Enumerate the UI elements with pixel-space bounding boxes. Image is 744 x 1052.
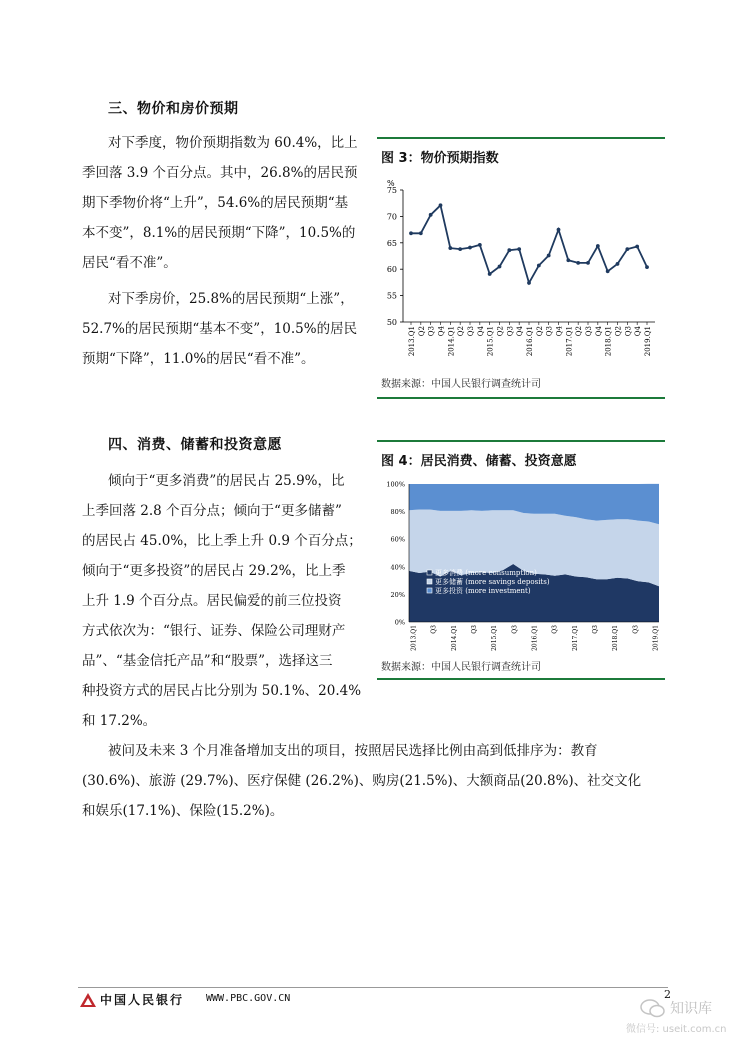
- data-point: [557, 228, 561, 232]
- x-tick-label: Q2: [417, 326, 426, 337]
- x-tick-label: Q3: [592, 625, 599, 634]
- y-axis-unit: %: [387, 179, 395, 188]
- legend-swatch: [427, 570, 432, 575]
- data-point: [606, 269, 610, 273]
- x-tick-label: 2017.Q1: [565, 326, 574, 357]
- text-line: 品”、“基金信托产品”和“股票”，选择这三: [82, 653, 333, 669]
- data-point: [527, 281, 531, 285]
- data-point: [566, 258, 570, 262]
- footer-divider: [78, 987, 668, 988]
- data-point: [625, 247, 629, 251]
- y-tick-label: 40%: [390, 563, 405, 572]
- data-point: [616, 262, 620, 266]
- data-point: [645, 265, 649, 269]
- footer-url[interactable]: WWW.PBC.GOV.CN: [206, 993, 291, 1004]
- text-line: (30.6%)、旅游 (29.7%)、医疗保健 (26.2%)、购房(21.5%)、大额商品(20.8%)、社交文化: [82, 773, 642, 789]
- x-tick-label: Q3: [585, 326, 593, 337]
- text-line: 对下季房价，25.8%的居民预期“上涨”，: [108, 291, 354, 307]
- x-tick-label: 2016.Q1: [531, 625, 539, 651]
- text-line: 方式依次为：“银行、证券、保险公司理财产: [82, 623, 346, 639]
- x-tick-label: 2013.Q1: [408, 326, 416, 357]
- x-tick-label: Q2: [614, 326, 623, 337]
- x-tick-label: Q3: [545, 326, 554, 337]
- text-line: 预期“下降”，11.0%的居民“看不准”。: [82, 351, 315, 367]
- x-tick-label: Q3: [430, 625, 438, 634]
- data-point: [458, 247, 462, 251]
- legend-swatch: [427, 579, 432, 584]
- x-tick-label: 2019.Q1: [652, 625, 660, 651]
- legend-label: 更多消费 (more consumption): [435, 569, 537, 577]
- figure4-title: 图 4：居民消费、储蓄、投资意愿: [381, 454, 577, 469]
- y-tick-label: 20%: [390, 590, 405, 599]
- x-tick-label: Q3: [506, 326, 515, 337]
- y-tick-label: 70: [386, 212, 397, 222]
- data-point: [576, 261, 580, 265]
- x-tick-label: 2018.Q1: [604, 326, 613, 357]
- closing-paragraph: [82, 736, 668, 826]
- watermark: [640, 998, 712, 1018]
- y-tick-label: 50: [386, 318, 397, 327]
- section3-heading: 三、物价和房价预期: [108, 101, 239, 117]
- text-line: 的居民占 45.0%，比上季上升 0.9 个百分点；: [82, 533, 362, 549]
- x-tick-label: 2017.Q1: [571, 625, 579, 651]
- data-point: [478, 243, 482, 247]
- x-tick-label: Q3: [551, 625, 559, 634]
- section4-paragraph: [82, 466, 374, 736]
- data-point: [498, 265, 502, 269]
- x-tick-label: Q4: [516, 326, 525, 337]
- data-point: [488, 272, 492, 276]
- y-tick-label: 0%: [394, 618, 405, 627]
- data-point: [547, 254, 551, 258]
- x-tick-label: Q3: [471, 625, 478, 634]
- data-point: [419, 231, 423, 235]
- x-tick-label: 2015.Q1: [491, 625, 499, 651]
- x-tick-label: Q3: [511, 625, 519, 634]
- data-point: [448, 246, 452, 250]
- x-tick-label: Q3: [624, 326, 633, 337]
- x-tick-label: Q3: [467, 326, 475, 337]
- text-line: 上升 1.9 个百分点。居民偏爱的前三位投资: [82, 593, 342, 609]
- x-tick-label: Q4: [634, 326, 643, 337]
- text-line: 52.7%的居民预期“基本不变”，10.5%的居民: [82, 321, 358, 337]
- text-line: 本不变”，8.1%的居民预期“下降”，10.5%的: [82, 225, 356, 241]
- data-point: [517, 247, 521, 251]
- legend-label: 更多投资 (more investment): [435, 587, 531, 595]
- text-line: 和娱乐(17.1%)、保险(15.2%)。: [82, 803, 284, 819]
- figure4-box: [377, 440, 665, 680]
- text-line: 季回落 3.9 个百分点。其中，26.8%的居民预: [82, 165, 358, 181]
- section4-heading: 四、消费、储蓄和投资意愿: [108, 437, 282, 453]
- y-tick-label: 80%: [390, 508, 405, 517]
- text-line: 居民“看不准”。: [82, 255, 177, 271]
- x-tick-label: 2014.Q1: [447, 326, 456, 357]
- wechat-icon: [640, 998, 666, 1018]
- y-tick-label: 55: [386, 291, 397, 301]
- x-tick-label: Q4: [437, 326, 446, 337]
- legend-label: 更多储蓄 (more savings deposits): [435, 578, 550, 586]
- data-point: [537, 264, 541, 268]
- section3-paragraph-2: [82, 284, 372, 374]
- data-point: [507, 248, 511, 252]
- x-tick-label: Q4: [594, 326, 603, 337]
- x-tick-label: 2018.Q1: [612, 625, 620, 651]
- x-tick-label: 2019.Q1: [644, 326, 652, 357]
- x-tick-label: Q3: [427, 326, 436, 337]
- data-point: [409, 231, 413, 235]
- y-tick-label: 60%: [390, 535, 405, 544]
- series-line: [411, 205, 647, 283]
- text-line: 被问及未来 3 个月准备增加支出的项目，按照居民选择比例由高到低排序为：教育: [108, 743, 598, 759]
- text-line: 种投资方式的居民占比分别为 50.1%、20.4%: [82, 683, 362, 699]
- section3-paragraph-1: [82, 128, 372, 278]
- x-tick-label: 2015.Q1: [486, 326, 495, 357]
- text-line: 对下季度，物价预期指数为 60.4%，比上: [108, 135, 358, 151]
- y-tick-label: 100%: [386, 480, 405, 489]
- x-tick-label: Q2: [496, 326, 505, 337]
- text-line: 倾向于“更多消费”的居民占 25.9%，比: [108, 473, 345, 489]
- x-tick-label: Q2: [535, 326, 544, 337]
- y-tick-label: 65: [386, 238, 397, 248]
- figure3-box: [377, 137, 665, 399]
- text-line: 倾向于“更多投资”的居民占 29.2%，比上季: [82, 563, 346, 579]
- legend-swatch: [427, 588, 432, 593]
- price-expectation-line-chart: [377, 175, 665, 375]
- x-tick-label: Q4: [555, 326, 564, 337]
- data-point: [439, 203, 443, 207]
- x-tick-label: Q2: [457, 326, 466, 337]
- data-point: [635, 245, 639, 249]
- x-tick-label: 2013.Q1: [410, 625, 418, 651]
- figure4-source: 数据来源：中国人民银行调查统计司: [381, 662, 541, 673]
- data-point: [596, 244, 600, 248]
- x-tick-label: 2014.Q1: [450, 625, 458, 651]
- pbc-logo: [80, 991, 184, 1008]
- data-point: [586, 261, 590, 265]
- text-line: 和 17.2%。: [82, 713, 157, 729]
- pbc-logo-text: 中国人民银行: [100, 993, 185, 1007]
- figure3-source: 数据来源：中国人民银行调查统计司: [381, 379, 541, 390]
- figure3-title: 图 3：物价预期指数: [381, 151, 499, 166]
- y-tick-label: 60: [386, 265, 397, 275]
- watermark-sub: 微信号: useit.com.cn: [626, 1024, 727, 1035]
- pbc-emblem-icon: [80, 993, 96, 1007]
- y-tick-label: 75: [386, 186, 397, 195]
- x-tick-label: Q2: [575, 326, 584, 337]
- data-point: [429, 213, 433, 217]
- x-tick-label: Q3: [632, 625, 640, 634]
- page-number: 2: [664, 988, 671, 1001]
- text-line: 期下季物价将“上升”，54.6%的居民预期“基: [82, 195, 349, 211]
- x-tick-label: Q4: [476, 326, 485, 337]
- data-point: [468, 246, 472, 250]
- consumption-savings-investment-area-chart: [377, 478, 665, 658]
- text-line: 上季回落 2.8 个百分点；倾向于“更多储蓄”: [82, 503, 342, 519]
- watermark-name: 知识库: [670, 1001, 712, 1017]
- x-tick-label: 2016.Q1: [526, 326, 534, 357]
